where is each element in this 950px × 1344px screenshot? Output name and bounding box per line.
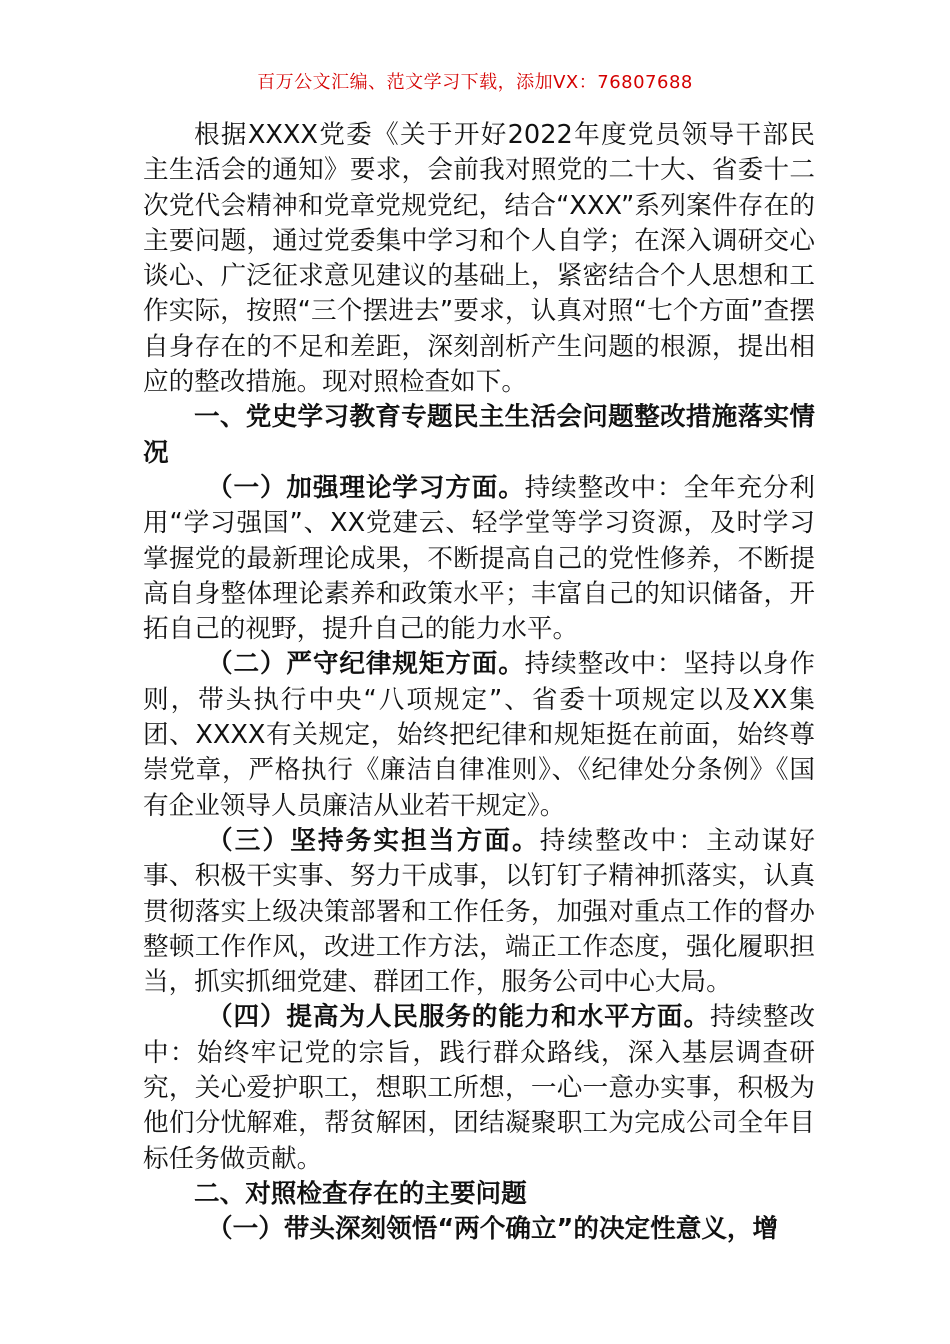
document-body <box>143 118 815 1248</box>
item-title: （二）严守纪律规矩方面。 <box>207 649 525 680</box>
item-text: 持续整改中：始终牢记党的宗旨，践行群众路线，深入基层调查研究，关心爱护职工，想职工所想，一心一意办实事，积极为他们分忧解难，帮贫解困，团结凝聚职工为完成公司全年目标任务做贡献。 <box>143 1002 815 1174</box>
item-title: （三）坚持务实担当方面。 <box>207 825 540 856</box>
item-text: 持续整改中：全年充分利用“学习强国”、XX党建云、轻学堂等学习资源，及时学习掌握党的最新理论成果，不断提高自己的党性修养，不断提高自身整体理论素养和政策水平；丰富自己的知识储备，开拓自己的视野，提升自己的能力水平。 <box>143 472 815 645</box>
item-title: （四）提高为人民服务的能力和水平方面。 <box>207 1002 710 1033</box>
download-notice-header: 百万公文汇编、范文学习下载，添加VX：76807688 <box>257 72 693 93</box>
section-1-item-2 <box>143 647 815 823</box>
item-text: 持续整改中：主动谋好事、积极干实事、努力干成事，以钉钉子精神抓落实，认真贯彻落实上级决策部署和工作任务，加强对重点工作的督办整顿工作作风，改进工作方法，端正工作态度，强化履职担当，抓实抓细党建、群团工作，服务公司中心大局。 <box>143 825 815 998</box>
intro-paragraph: 根据XXXX党委《关于开好2022年度党员领导干部民主生活会的通知》要求，会前我对照党的二十大、省委十二次党代会精神和党章党规党纪，结合“XXX”系列案件存在的主要问题，通过党委集中学习和个人自学；在深入调研交心谈心、广泛征求意见建议的基础上，紧密结合个人思想和工作实际，按照“三个摆进去”要求，认真对照“七个方面”查摆自身存在的不足和差距，深刻剖析产生问题的根源，提出相应的整改措施。现对照检查如下。 <box>143 120 815 398</box>
section-1-item-4 <box>143 1000 815 1176</box>
section-1-item-3 <box>143 824 815 1000</box>
item-title: （一）加强理论学习方面。 <box>207 472 525 503</box>
item-text: 持续整改中：坚持以身作则，带头执行中央“八项规定”、省委十项规定以及XX集团、XXXX有关规定，始终把纪律和规矩挺在前面，始终尊崇党章，严格执行《廉洁自律准则》、《纪律处分条例》《国有企业领导人员廉洁从业若干规定》。 <box>143 649 815 821</box>
section-1-heading: 一、党史学习教育专题民主生活会问题整改措施落实情况 <box>143 402 815 468</box>
section-1-item-1 <box>143 471 815 647</box>
section-2-heading: 二、对照检查存在的主要问题 <box>194 1178 527 1209</box>
section-2-item-1-title: （一）带头深刻领悟“两个确立”的决定性意义，增 <box>207 1214 779 1245</box>
